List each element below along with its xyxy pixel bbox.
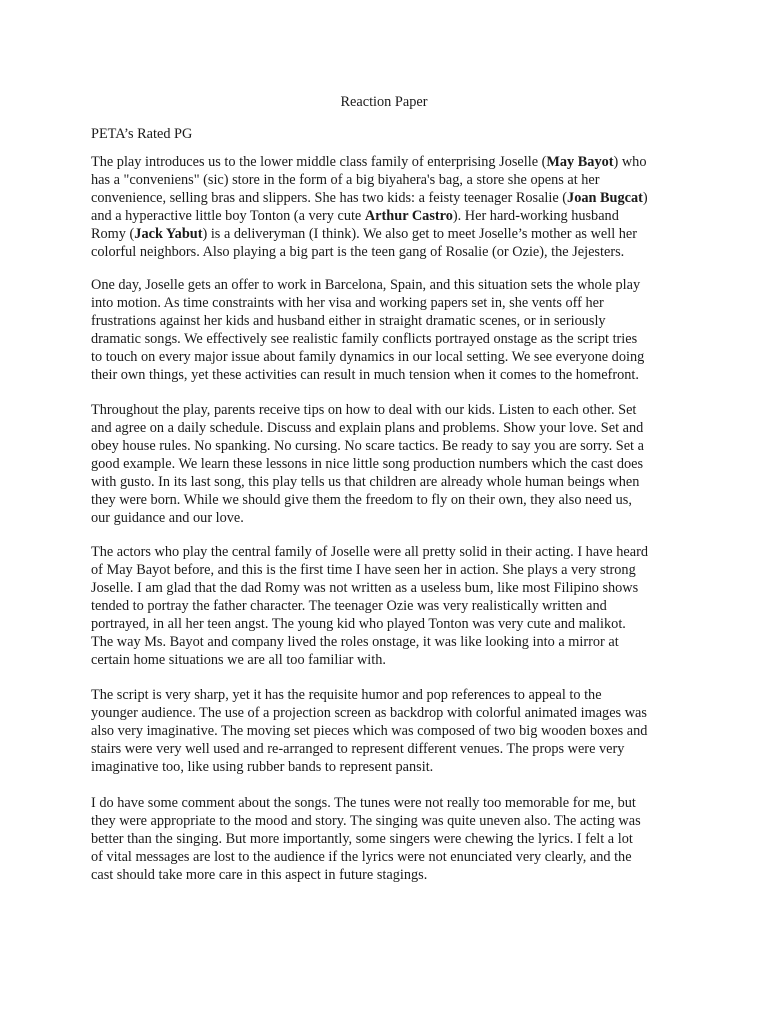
text-run: with gusto. In its last song, this play tells us that children are already whole human beings when [91, 474, 640, 490]
paragraph-line [91, 348, 691, 366]
document-subtitle: PETA’s Rated PG [91, 126, 193, 142]
text-run: Joselle. I am glad that the dad Romy was not written as a useless bum, like most Filipino shows [91, 580, 639, 596]
text-run: ) is a deliveryman (I think). We also get to meet Joselle’s mother as well her [202, 226, 638, 242]
text-run: I do have some comment about the songs. The tunes were not really too memorable for me, but [91, 795, 636, 811]
text-run: convenience, selling bras and slippers. She has two kids: a feisty teenager Rosalie ( [91, 190, 568, 206]
paragraph-6 [91, 794, 691, 884]
text-run: also very imaginative. The moving set pieces which was composed of two big wooden boxes and [91, 723, 648, 739]
text-run: they were born. While we should give them the freedom to fly on their own, they also need us, [91, 492, 632, 508]
paragraph-5 [91, 686, 691, 776]
paragraph-line [91, 189, 691, 207]
paragraph-2 [91, 276, 691, 384]
paragraph-line [91, 419, 691, 437]
paragraph-line [91, 491, 691, 509]
text-run: colorful neighbors. Also playing a big part is the teen gang of Rosalie (or Ozie), the Jejesters. [91, 244, 625, 260]
paragraph-4 [91, 543, 691, 669]
paragraph-line [91, 812, 691, 830]
paragraph-line [91, 615, 691, 633]
paragraph-line [91, 651, 691, 669]
paragraph-line [91, 207, 691, 225]
paragraph-line [91, 171, 691, 189]
paragraph-line [91, 686, 691, 704]
text-run: their own things, yet these activities can result in much tension when it comes to the homefront. [91, 367, 639, 383]
paragraph-line [91, 704, 691, 722]
text-run: our guidance and our love. [91, 510, 244, 526]
text-run: Throughout the play, parents receive tips on how to deal with our kids. Listen to each other. Set [91, 402, 637, 418]
paragraph-line [91, 330, 691, 348]
bold-name: Arthur Castro [364, 208, 453, 224]
paragraph-line [91, 473, 691, 491]
text-run: better than the singing. But more importantly, some singers were chewing the lyrics. I felt a lot [91, 831, 633, 847]
text-run: they were appropriate to the mood and story. The singing was quite uneven also. The acting was [91, 813, 641, 829]
text-run: of vital messages are lost to the audience if the lyrics were not enunciated very clearly, and the [91, 849, 632, 865]
paragraph-line [91, 243, 691, 261]
text-run: dramatic songs. We effectively see realistic family conflicts portrayed onstage as the script tries [91, 331, 638, 347]
text-run: into motion. As time constraints with her visa and working papers set in, she vents off her [91, 295, 604, 311]
bold-name: May Bayot [546, 154, 614, 170]
text-run: good example. We learn these lessons in nice little song production numbers which the cast does [91, 456, 644, 472]
text-run: frustrations against her kids and husband either in straight dramatic scenes, or in seriously [91, 313, 606, 329]
text-run: has a "conveniens" (sic) store in the form of a big biyahera's bag, a store she opens at her [91, 172, 600, 188]
paragraph-line [91, 830, 691, 848]
paragraph-line [91, 794, 691, 812]
paragraph-line [91, 294, 691, 312]
text-run: to touch on every major issue about family dynamics in our local setting. We see everyone doing [91, 349, 645, 365]
text-run: The actors who play the central family of Joselle were all pretty solid in their acting. I have heard [91, 544, 648, 560]
text-run: younger audience. The use of a projection screen as backdrop with colorful animated images was [91, 705, 647, 721]
text-run: The script is very sharp, yet it has the requisite humor and pop references to appeal to the [91, 687, 602, 703]
text-run: and agree on a daily schedule. Discuss and explain plans and problems. Show your love. Set and [91, 420, 644, 436]
paragraph-3 [91, 401, 691, 527]
text-run: Romy ( [91, 226, 135, 242]
paragraph-line [91, 153, 691, 171]
paragraph-line [91, 437, 691, 455]
paragraph-line [91, 509, 691, 527]
paragraph-line [91, 225, 691, 243]
paragraph-line [91, 276, 691, 294]
text-run: obey house rules. No spanking. No cursing. No scare tactics. Be ready to say you are sorry. Set a [91, 438, 644, 454]
text-run: ) [642, 190, 648, 206]
text-run: The way Ms. Bayot and company lived the roles onstage, it was like looking into a mirror at [91, 634, 619, 650]
paragraph-line [91, 633, 691, 651]
text-run: ) who [613, 154, 647, 170]
paragraph-line [91, 366, 691, 384]
paragraph-line [91, 561, 691, 579]
bold-name: Joan Bugcat [567, 190, 643, 206]
text-run: The play introduces us to the lower middle class family of enterprising Joselle ( [91, 154, 547, 170]
text-run: portrayed, in all her teen angst. The young kid who played Tonton was very cute and malikot. [91, 616, 626, 632]
bold-name: Jack Yabut [134, 226, 203, 242]
paragraph-line [91, 740, 691, 758]
paragraph-line [91, 543, 691, 561]
text-run: stairs were very well used and re-arranged to represent different venues. The props were very [91, 741, 625, 757]
paragraph-line [91, 866, 691, 884]
paragraph-line [91, 758, 691, 776]
paragraph-line [91, 722, 691, 740]
paragraph-1 [91, 153, 691, 261]
text-run: certain home situations we are all too familiar with. [91, 652, 386, 668]
paragraph-line [91, 848, 691, 866]
text-run: and a hyperactive little boy Tonton (a very cute [91, 208, 365, 224]
paragraph-line [91, 312, 691, 330]
text-run: tended to portray the father character. The teenager Ozie was very realistically written and [91, 598, 607, 614]
paragraph-line [91, 455, 691, 473]
text-run: imaginative too, like using rubber bands to represent pansit. [91, 759, 434, 775]
text-run: cast should take more care in this aspect in future stagings. [91, 867, 428, 883]
paragraph-line [91, 401, 691, 419]
text-run: ). Her hard-working husband [452, 208, 619, 224]
text-run: One day, Joselle gets an offer to work in Barcelona, Spain, and this situation sets the whole play [91, 277, 641, 293]
paragraph-line [91, 597, 691, 615]
text-run: of May Bayot before, and this is the first time I have seen her in action. She plays a very strong [91, 562, 636, 578]
paragraph-line [91, 579, 691, 597]
document-title: Reaction Paper [340, 94, 428, 110]
